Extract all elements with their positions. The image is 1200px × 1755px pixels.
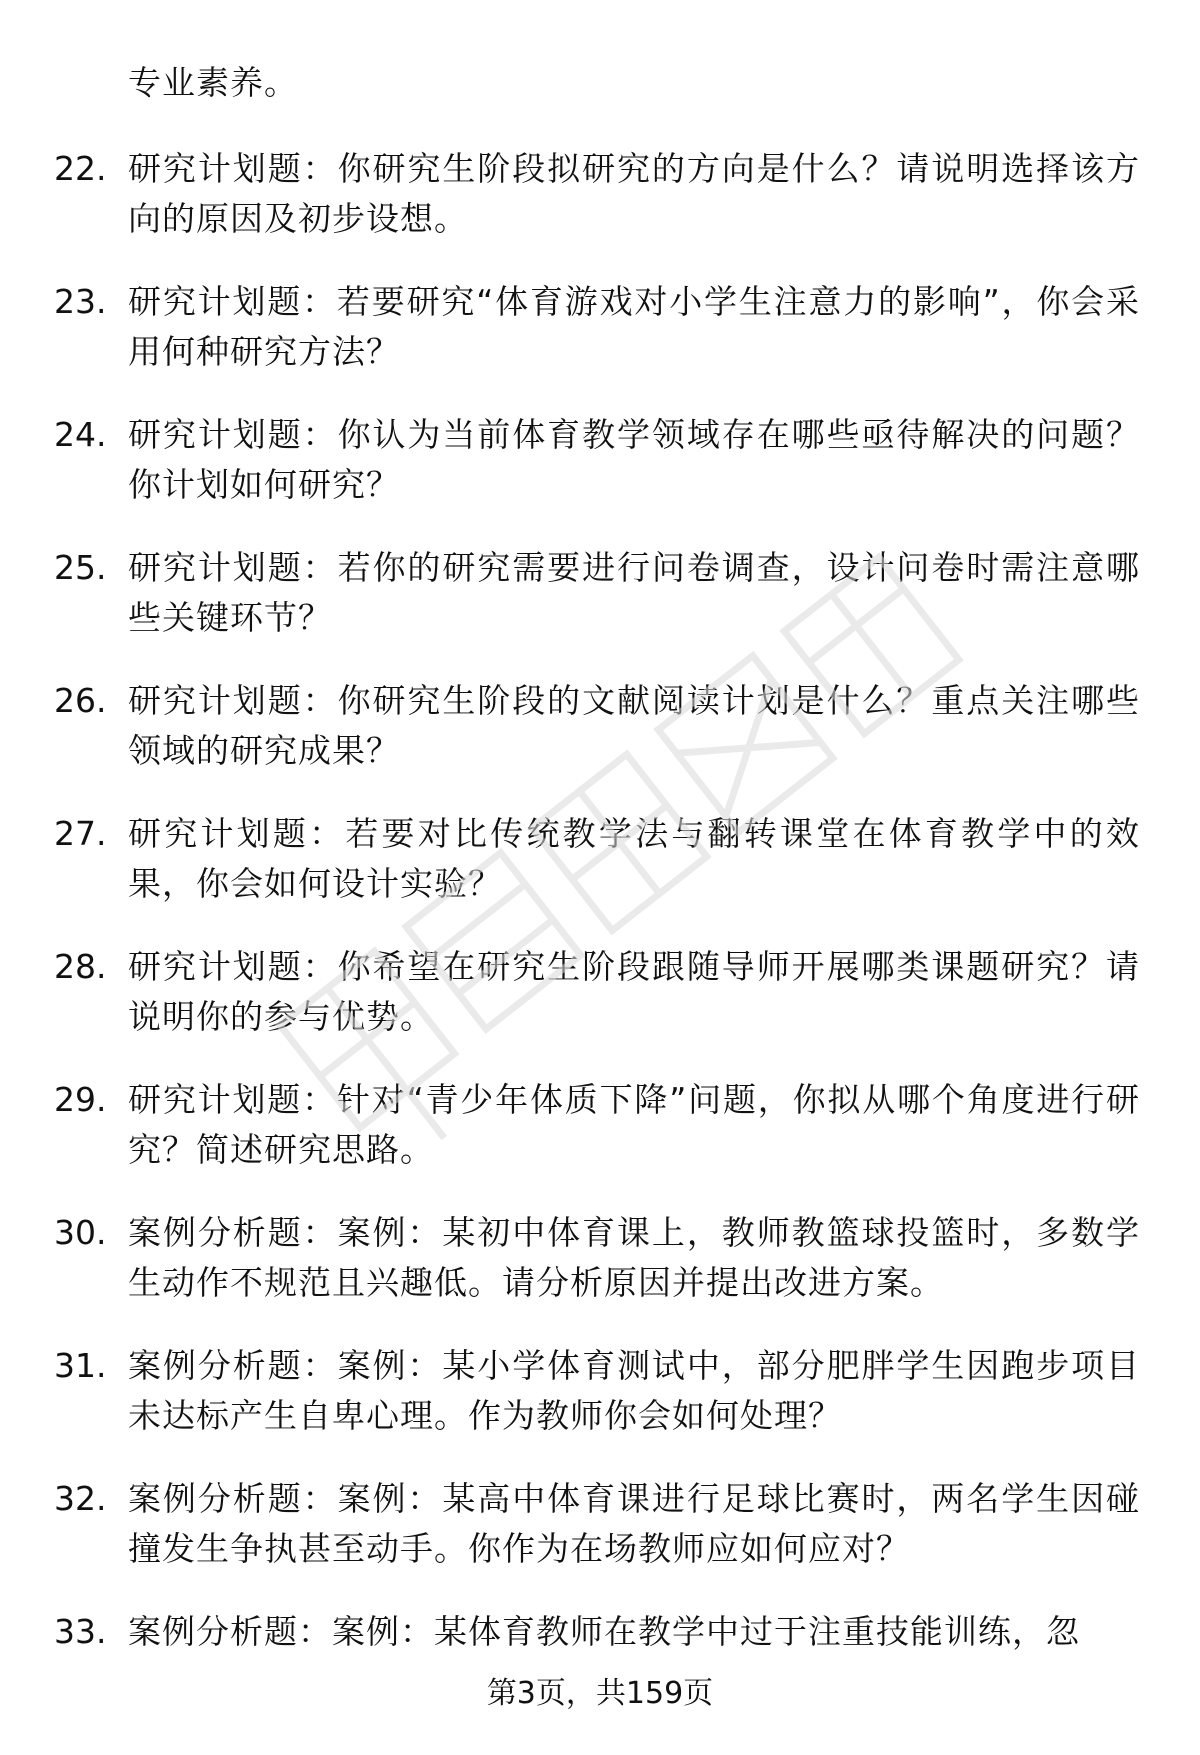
question-item bbox=[0, 1069, 1200, 1202]
continued-text: 专业素养。 bbox=[128, 63, 298, 102]
question-item bbox=[0, 271, 1200, 404]
question-text: 案例分析题：案例：某高中体育课进行足球比赛时，两名学生因碰撞发生争执甚至动手。你作为在场教师应如何应对？ bbox=[128, 1479, 1140, 1568]
question-text: 研究计划题：若要研究“体育游戏对小学生注意力的影响”，你会采用何种研究方法？ bbox=[128, 282, 1140, 371]
question-item bbox=[0, 936, 1200, 1069]
question-item bbox=[0, 1202, 1200, 1335]
question-item bbox=[0, 537, 1200, 670]
question-text: 研究计划题：若你的研究需要进行问卷调查，设计问卷时需注意哪些关键环节？ bbox=[128, 548, 1140, 637]
question-item bbox=[0, 404, 1200, 537]
question-text: 研究计划题：你研究生阶段拟研究的方向是什么？请说明选择该方向的原因及初步设想。 bbox=[128, 149, 1140, 238]
question-text: 研究计划题：针对“青少年体质下降”问题，你拟从哪个角度进行研究？简述研究思路。 bbox=[128, 1080, 1140, 1169]
question-text: 研究计划题：你希望在研究生阶段跟随导师开展哪类课题研究？请说明你的参与优势。 bbox=[128, 947, 1140, 1036]
question-number: 30. bbox=[54, 1213, 107, 1252]
question-number: 29. bbox=[54, 1080, 107, 1119]
question-number: 31. bbox=[54, 1346, 107, 1385]
question-number: 23. bbox=[54, 282, 107, 321]
question-number: 25. bbox=[54, 548, 107, 587]
question-number: 32. bbox=[54, 1479, 107, 1518]
question-item bbox=[0, 803, 1200, 936]
question-text: 研究计划题：若要对比传统教学法与翻转课堂在体育教学中的效果，你会如何设计实验？ bbox=[128, 814, 1140, 903]
question-text: 案例分析题：案例：某初中体育课上，教师教篮球投篮时，多数学生动作不规范且兴趣低。请分析原因并提出改进方案。 bbox=[128, 1213, 1140, 1302]
question-number: 27. bbox=[54, 814, 107, 853]
question-number: 24. bbox=[54, 415, 107, 454]
question-text: 研究计划题：你认为当前体育教学领域存在哪些亟待解决的问题？你计划如何研究？ bbox=[128, 415, 1140, 504]
page-number-footer: 第3页，共159页 bbox=[486, 1676, 714, 1711]
question-text: 研究计划题：你研究生阶段的文献阅读计划是什么？重点关注哪些领域的研究成果？ bbox=[128, 681, 1140, 770]
question-text: 案例分析题：案例：某小学体育测试中，部分肥胖学生因跑步项目未达标产生自卑心理。作为教师你会如何处理？ bbox=[128, 1346, 1140, 1435]
question-item bbox=[0, 138, 1200, 271]
question-number: 22. bbox=[54, 149, 107, 188]
question-number: 26. bbox=[54, 681, 107, 720]
question-item bbox=[0, 1335, 1200, 1468]
question-item bbox=[0, 670, 1200, 803]
question-number: 33. bbox=[54, 1612, 107, 1651]
question-list bbox=[0, 138, 1200, 1734]
question-text: 案例分析题：案例：某体育教师在教学中过于注重技能训练，忽 bbox=[128, 1612, 1080, 1651]
question-number: 28. bbox=[54, 947, 107, 986]
question-item bbox=[0, 1468, 1200, 1601]
